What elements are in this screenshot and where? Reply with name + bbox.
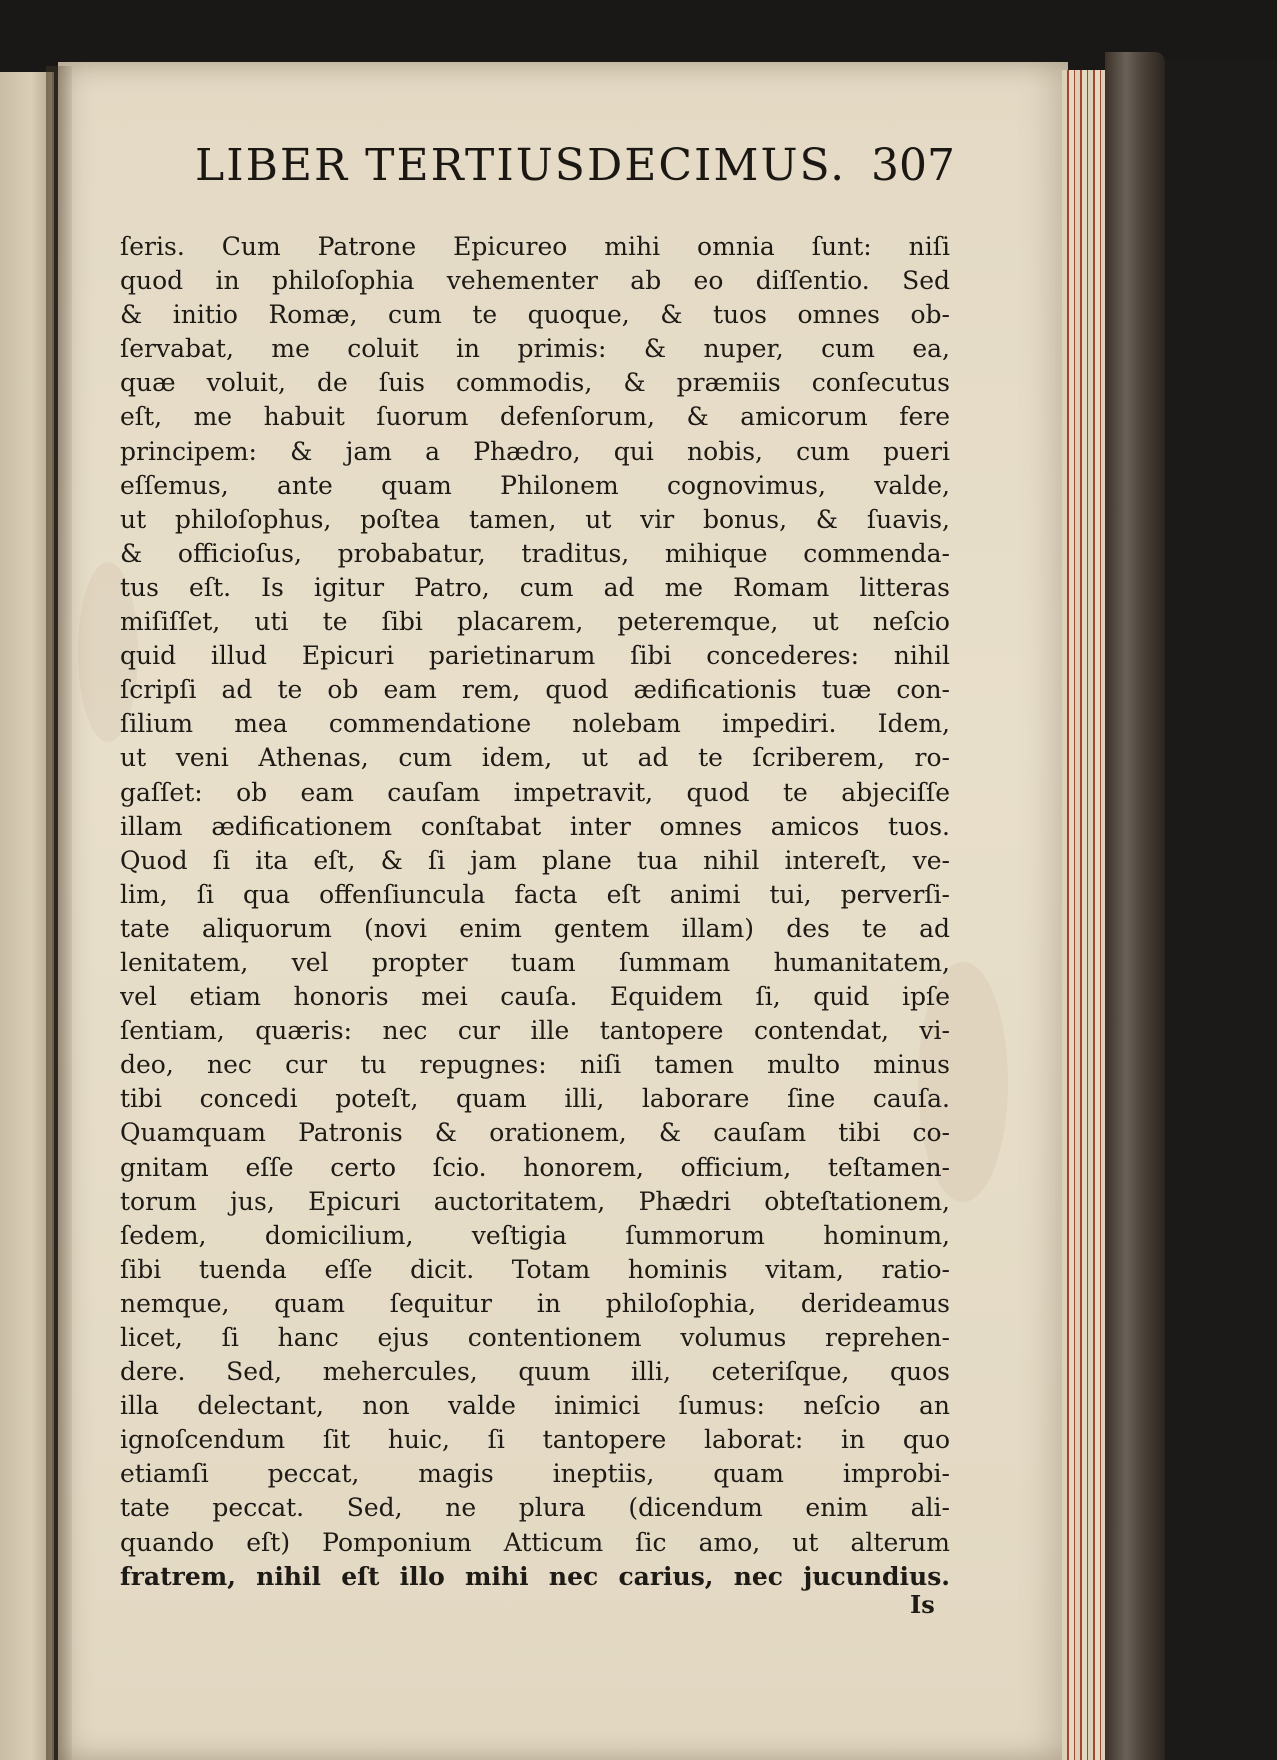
text-line: vel etiam honoris mei cauſa. Equidem ſi, quid ipſe <box>120 982 950 1012</box>
text-line: fratrem, nihil eſt illo mihi nec carius, nec jucundius. <box>120 1561 950 1591</box>
text-line: quod in philoſophia vehementer ab eo diſſentio. Sed <box>120 266 950 296</box>
text-line: ſentiam, quæris: nec cur ille tantopere contendat, vi- <box>120 1016 950 1046</box>
text-line: illam ædificationem conſtabat inter omnes amicos tuos. <box>120 811 950 841</box>
text-line: eſſemus, ante quam Philonem cognovimus, valde, <box>120 470 950 500</box>
text-line: quæ voluit, de ſuis commodis, & præmiis conſecutus <box>120 368 950 398</box>
book-cover-edge <box>1105 52 1165 1760</box>
text-line: ut veni Athenas, cum idem, ut ad te ſcriberem, ro- <box>120 743 950 773</box>
text-line: illa delectant, non valde inimici ſumus: neſcio an <box>120 1391 950 1421</box>
text-line: lim, ſi qua offenſiuncula facta eſt animi tui, perverſi- <box>120 879 950 909</box>
text-line: torum jus, Epicuri auctoritatem, Phædri obteſtationem, <box>120 1186 950 1216</box>
text-line: gaſſet: ob eam cauſam impetravit, quod te abjeciſſe <box>120 777 950 807</box>
text-line: ſibi tuenda eſſe dicit. Totam hominis vitam, ratio- <box>120 1254 950 1284</box>
text-line: deo, nec cur tu repugnes: niſi tamen multo minus <box>120 1050 950 1080</box>
running-title: LIBER TERTIUSDECIMUS. <box>195 140 847 191</box>
text-line: & officioſus, probabatur, traditus, mihique commenda- <box>120 538 950 568</box>
text-line: tate peccat. Sed, ne plura (dicendum enim ali- <box>120 1493 950 1523</box>
text-line: gnitam eſſe certo ſcio. honorem, officium, teſtamen- <box>120 1152 950 1182</box>
text-line: miſiſſet, uti te ſibi placarem, peteremque, ut neſcio <box>120 607 950 637</box>
text-line: licet, ſi hanc ejus contentionem volumus reprehen- <box>120 1323 950 1352</box>
text-line: tus eſt. Is igitur Patro, cum ad me Romam litteras <box>120 572 950 602</box>
background-right <box>1165 60 1277 1760</box>
text-line: etiamſi peccat, magis ineptiis, quam improbi- <box>120 1459 950 1489</box>
catchword: Is <box>910 1590 935 1619</box>
text-line: ſeris. Cum Patrone Epicureo mihi omnia ſunt: niſi <box>120 232 950 261</box>
text-line: tate aliquorum (novi enim gentem illam) des te ad <box>120 913 950 943</box>
text-line: Quamquam Patronis & orationem, & cauſam tibi co- <box>120 1118 950 1148</box>
text-line: & initio Romæ, cum te quoque, & tuos omnes ob- <box>120 300 950 330</box>
running-head <box>195 140 965 210</box>
text-line: ſcripſi ad te ob eam rem, quod ædificationis tuæ con- <box>120 675 950 705</box>
text-line: eſt, me habuit ſuorum defenſorum, & amicorum fere <box>120 402 950 432</box>
text-line: principem: & jam a Phædro, qui nobis, cum pueri <box>120 436 950 466</box>
text-line: ſedem, domicilium, veſtigia ſummorum hominum, <box>120 1220 950 1250</box>
text-line: ſervabat, me coluit in primis: & nuper, cum ea, <box>120 334 950 364</box>
text-line: ignoſcendum ſit huic, ſi tantopere laborat: in quo <box>120 1425 950 1455</box>
text-line: lenitatem, vel propter tuam ſummam humanitatem, <box>120 947 950 977</box>
text-line: tibi concedi poteſt, quam illi, laborare ſine cauſa. <box>120 1084 950 1114</box>
gutter-shadow <box>46 66 72 1760</box>
body-text <box>120 230 950 1594</box>
text-line: Quod ſi ita eſt, & ſi jam plane tua nihil intereſt, ve- <box>120 845 950 875</box>
text-line: dere. Sed, mehercules, quum illi, ceteriſque, quos <box>120 1357 950 1387</box>
text-line: ut philoſophus, poſtea tamen, ut vir bonus, & ſuavis, <box>120 504 950 534</box>
text-line: ſilium mea commendatione nolebam impediri. Idem, <box>120 709 950 739</box>
page-number: 307 <box>871 140 955 191</box>
text-line: quid illud Epicuri parietinarum ſibi concederes: nihil <box>120 641 950 671</box>
text-line: quando eſt) Pomponium Atticum ſic amo, ut alterum <box>120 1527 950 1557</box>
text-line: nemque, quam ſequitur in philoſophia, derideamus <box>120 1288 950 1318</box>
